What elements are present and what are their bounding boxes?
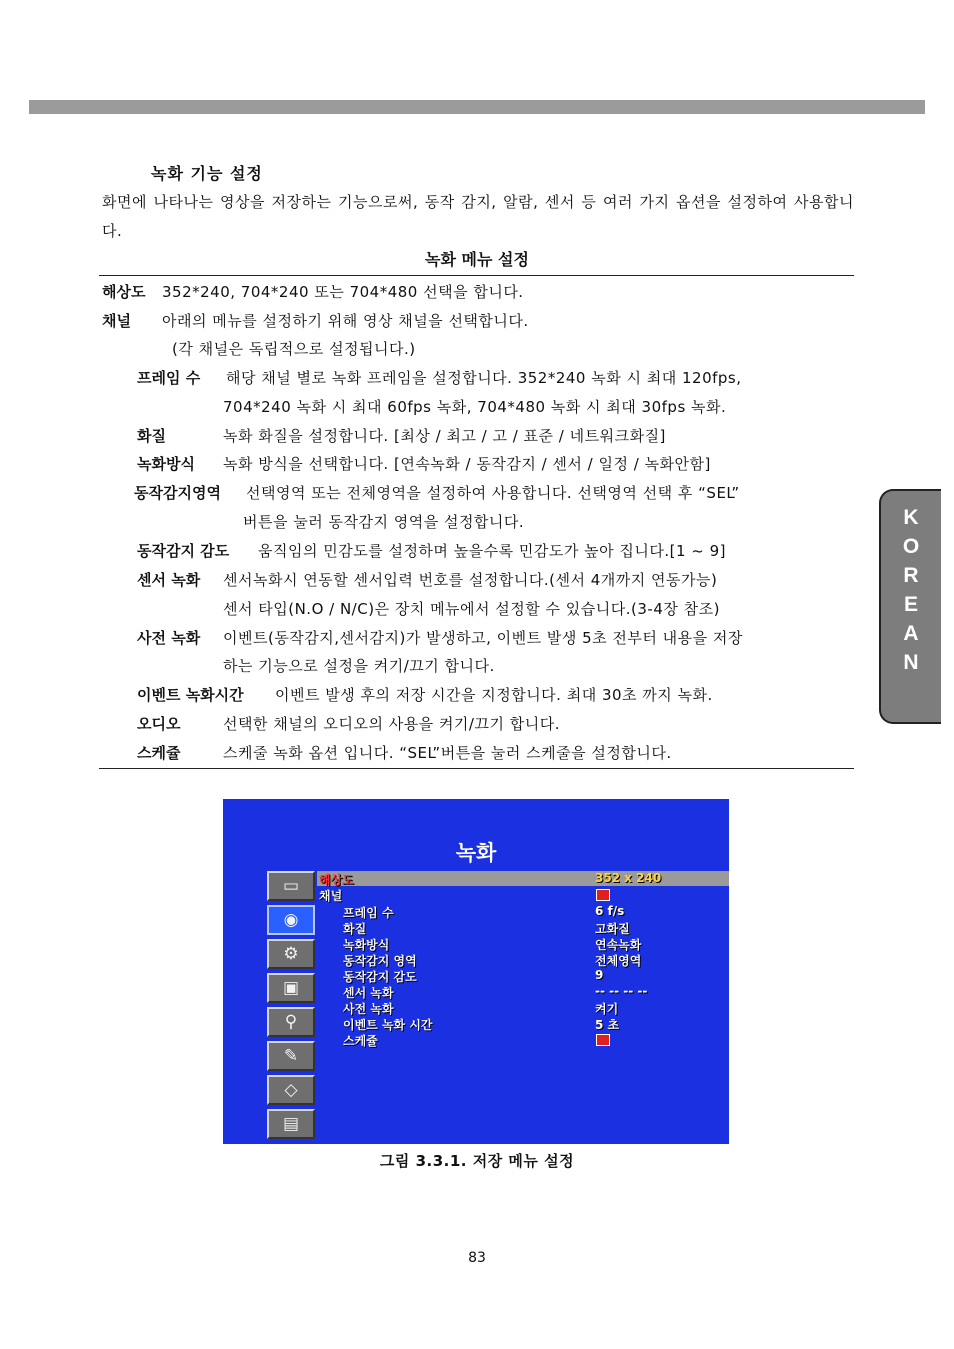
desc-record-mode: 녹화 방식을 선택합니다. [연속녹화 / 동작감지 / 센서 / 일정 / 녹화안함] (223, 455, 711, 473)
term-motion-area: 동작감지영역 (134, 484, 221, 502)
screen-item-schedule[interactable]: 스케쥴 (343, 1034, 378, 1048)
screen-title: 녹화 (455, 841, 497, 865)
gear-icon[interactable]: ⚙ (267, 939, 315, 969)
term-sensor-record: 센서 녹화 (137, 571, 201, 589)
desc-channel: 아래의 메뉴를 설정하기 위해 영상 채널을 선택합니다. (162, 312, 529, 330)
term-frame-rate: 프레임 수 (137, 369, 201, 387)
screen-item-motion-area[interactable]: 동작감지 영역 (343, 954, 417, 968)
desc-audio: 선택한 채널의 오디오의 사용을 켜기/끄기 합니다. (223, 715, 560, 733)
screen-item-resolution[interactable]: 해상도 (319, 873, 354, 887)
section-title: 녹화 기능 설정 (151, 164, 263, 183)
notes-icon[interactable]: ▤ (267, 1109, 315, 1139)
term-schedule: 스케쥴 (137, 744, 181, 762)
key-icon[interactable]: ⚲ (267, 1007, 315, 1037)
desc-sensor-record-2: 센서 타입(N.O / N/C)은 장치 메뉴에서 설정할 수 있습니다.(3-4장 참조) (223, 600, 720, 618)
screen-item-quality[interactable]: 화질 (343, 922, 367, 936)
language-side-tab (879, 489, 941, 724)
term-motion-sensitivity: 동작감지 감도 (137, 542, 230, 560)
page-number: 83 (468, 1250, 486, 1266)
monitor-icon[interactable]: ▭ (267, 871, 315, 901)
term-resolution: 해상도 (102, 283, 146, 301)
screen-item-sensor[interactable]: 센서 녹화 (343, 986, 394, 1000)
screen-item-event-time[interactable]: 이벤트 녹화 시간 (343, 1018, 433, 1032)
desc-motion-area-2: 버튼을 눌러 동작감지 영역을 설정합니다. (243, 513, 525, 531)
tab-letter: K (903, 506, 919, 529)
term-record-mode: 녹화방식 (137, 455, 195, 473)
screen-item-channel[interactable]: 채널 (319, 889, 343, 903)
tab-letter: R (903, 564, 919, 587)
screen-item-pre-record[interactable]: 사전 녹화 (343, 1002, 394, 1016)
selected-row-highlight (317, 871, 729, 886)
intro-paragraph: 화면에 나타나는 영상을 저장하는 기능으로써, 동작 감지, 알람, 센서 등 여러 가지 옵션을 설정하여 사용합니다. (102, 193, 854, 240)
screen-item-motion-sens[interactable]: 동작감지 감도 (343, 970, 417, 984)
header-bar (29, 100, 925, 114)
screen-value-mode: 연속녹화 (595, 938, 642, 952)
term-channel: 채널 (102, 312, 131, 330)
table-top-rule (99, 275, 854, 276)
menu-table-title: 녹화 메뉴 설정 (425, 250, 529, 269)
tools-icon[interactable]: ✎ (267, 1041, 315, 1071)
screen-value-motion-area: 전체영역 (595, 954, 642, 968)
screen-value-event-time: 5 초 (595, 1018, 620, 1032)
screen-item-frame[interactable]: 프레임 수 (343, 906, 394, 920)
screen-value-motion-sens: 9 (595, 968, 604, 982)
screen-item-mode[interactable]: 녹화방식 (343, 938, 390, 952)
screen-value-resolution: 352 x 240 (595, 871, 662, 885)
desc-pre-record-2: 하는 기능으로 설정을 켜기/끄기 합니다. (223, 657, 495, 675)
record-menu-screenshot (223, 799, 729, 1144)
screen-value-quality: 고화질 (595, 922, 630, 936)
desc-frame-rate: 해당 채널 별로 녹화 프레임을 설정합니다. 352*240 녹화 시 최대 120fps, (226, 369, 742, 387)
term-audio: 오디오 (137, 715, 181, 733)
screen-value-pre-record: 켜기 (595, 1002, 619, 1016)
disc-icon[interactable]: ◉ (267, 905, 315, 935)
figure-caption: 그림 3.3.1. 저장 메뉴 설정 (379, 1152, 575, 1170)
desc-sensor-record: 센서녹화시 연동할 센서입력 번호를 설정합니다.(센서 4개까지 연동가능) (223, 571, 718, 589)
schedule-indicator-icon (596, 1034, 610, 1046)
desc-motion-sensitivity: 움직임의 민감도를 설정하며 높을수록 민감도가 높아 집니다.[1 ~ 9] (258, 542, 727, 560)
term-quality: 화질 (137, 427, 166, 445)
tab-letter: N (903, 651, 919, 674)
term-pre-record: 사전 녹화 (137, 629, 201, 647)
screen-value-sensor: -- -- -- -- (595, 984, 648, 998)
desc-motion-area: 선택영역 또는 전체영역을 설정하여 사용합니다. 선택영역 선택 후 “SEL” (246, 484, 740, 502)
tab-letter: O (902, 535, 920, 558)
desc-quality: 녹화 화질을 설정합니다. [최상 / 최고 / 고 / 표준 / 네트워크화질] (223, 427, 666, 445)
desc-event-record-time: 이벤트 발생 후의 저장 시간을 지정합니다. 최대 30초 까지 녹화. (275, 686, 713, 704)
table-bottom-rule (99, 768, 854, 769)
tab-letter: A (903, 622, 919, 645)
desc-schedule: 스케줄 녹화 옵션 입니다. “SEL”버튼을 눌러 스케줄을 설정합니다. (223, 744, 672, 762)
desc-channel-note: (각 채널은 독립적으로 설정됩니다.) (172, 340, 416, 358)
screen-value-frame: 6 f/s (595, 904, 625, 918)
desc-frame-rate-2: 704*240 녹화 시 최대 60fps 녹화, 704*480 녹화 시 최대 30fps 녹화. (223, 398, 727, 416)
desc-pre-record: 이벤트(동작감지,센서감지)가 발생하고, 이벤트 발생 5초 전부터 내용을 저장 (223, 629, 743, 647)
desc-resolution: 352*240, 704*240 또는 704*480 선택을 합니다. (162, 283, 524, 301)
tab-letter: E (903, 593, 918, 616)
computer-icon[interactable]: ▣ (267, 973, 315, 1003)
channel-indicator-icon (596, 889, 610, 901)
eraser-icon[interactable]: ◇ (267, 1075, 315, 1105)
term-event-record-time: 이벤트 녹화시간 (137, 686, 244, 704)
